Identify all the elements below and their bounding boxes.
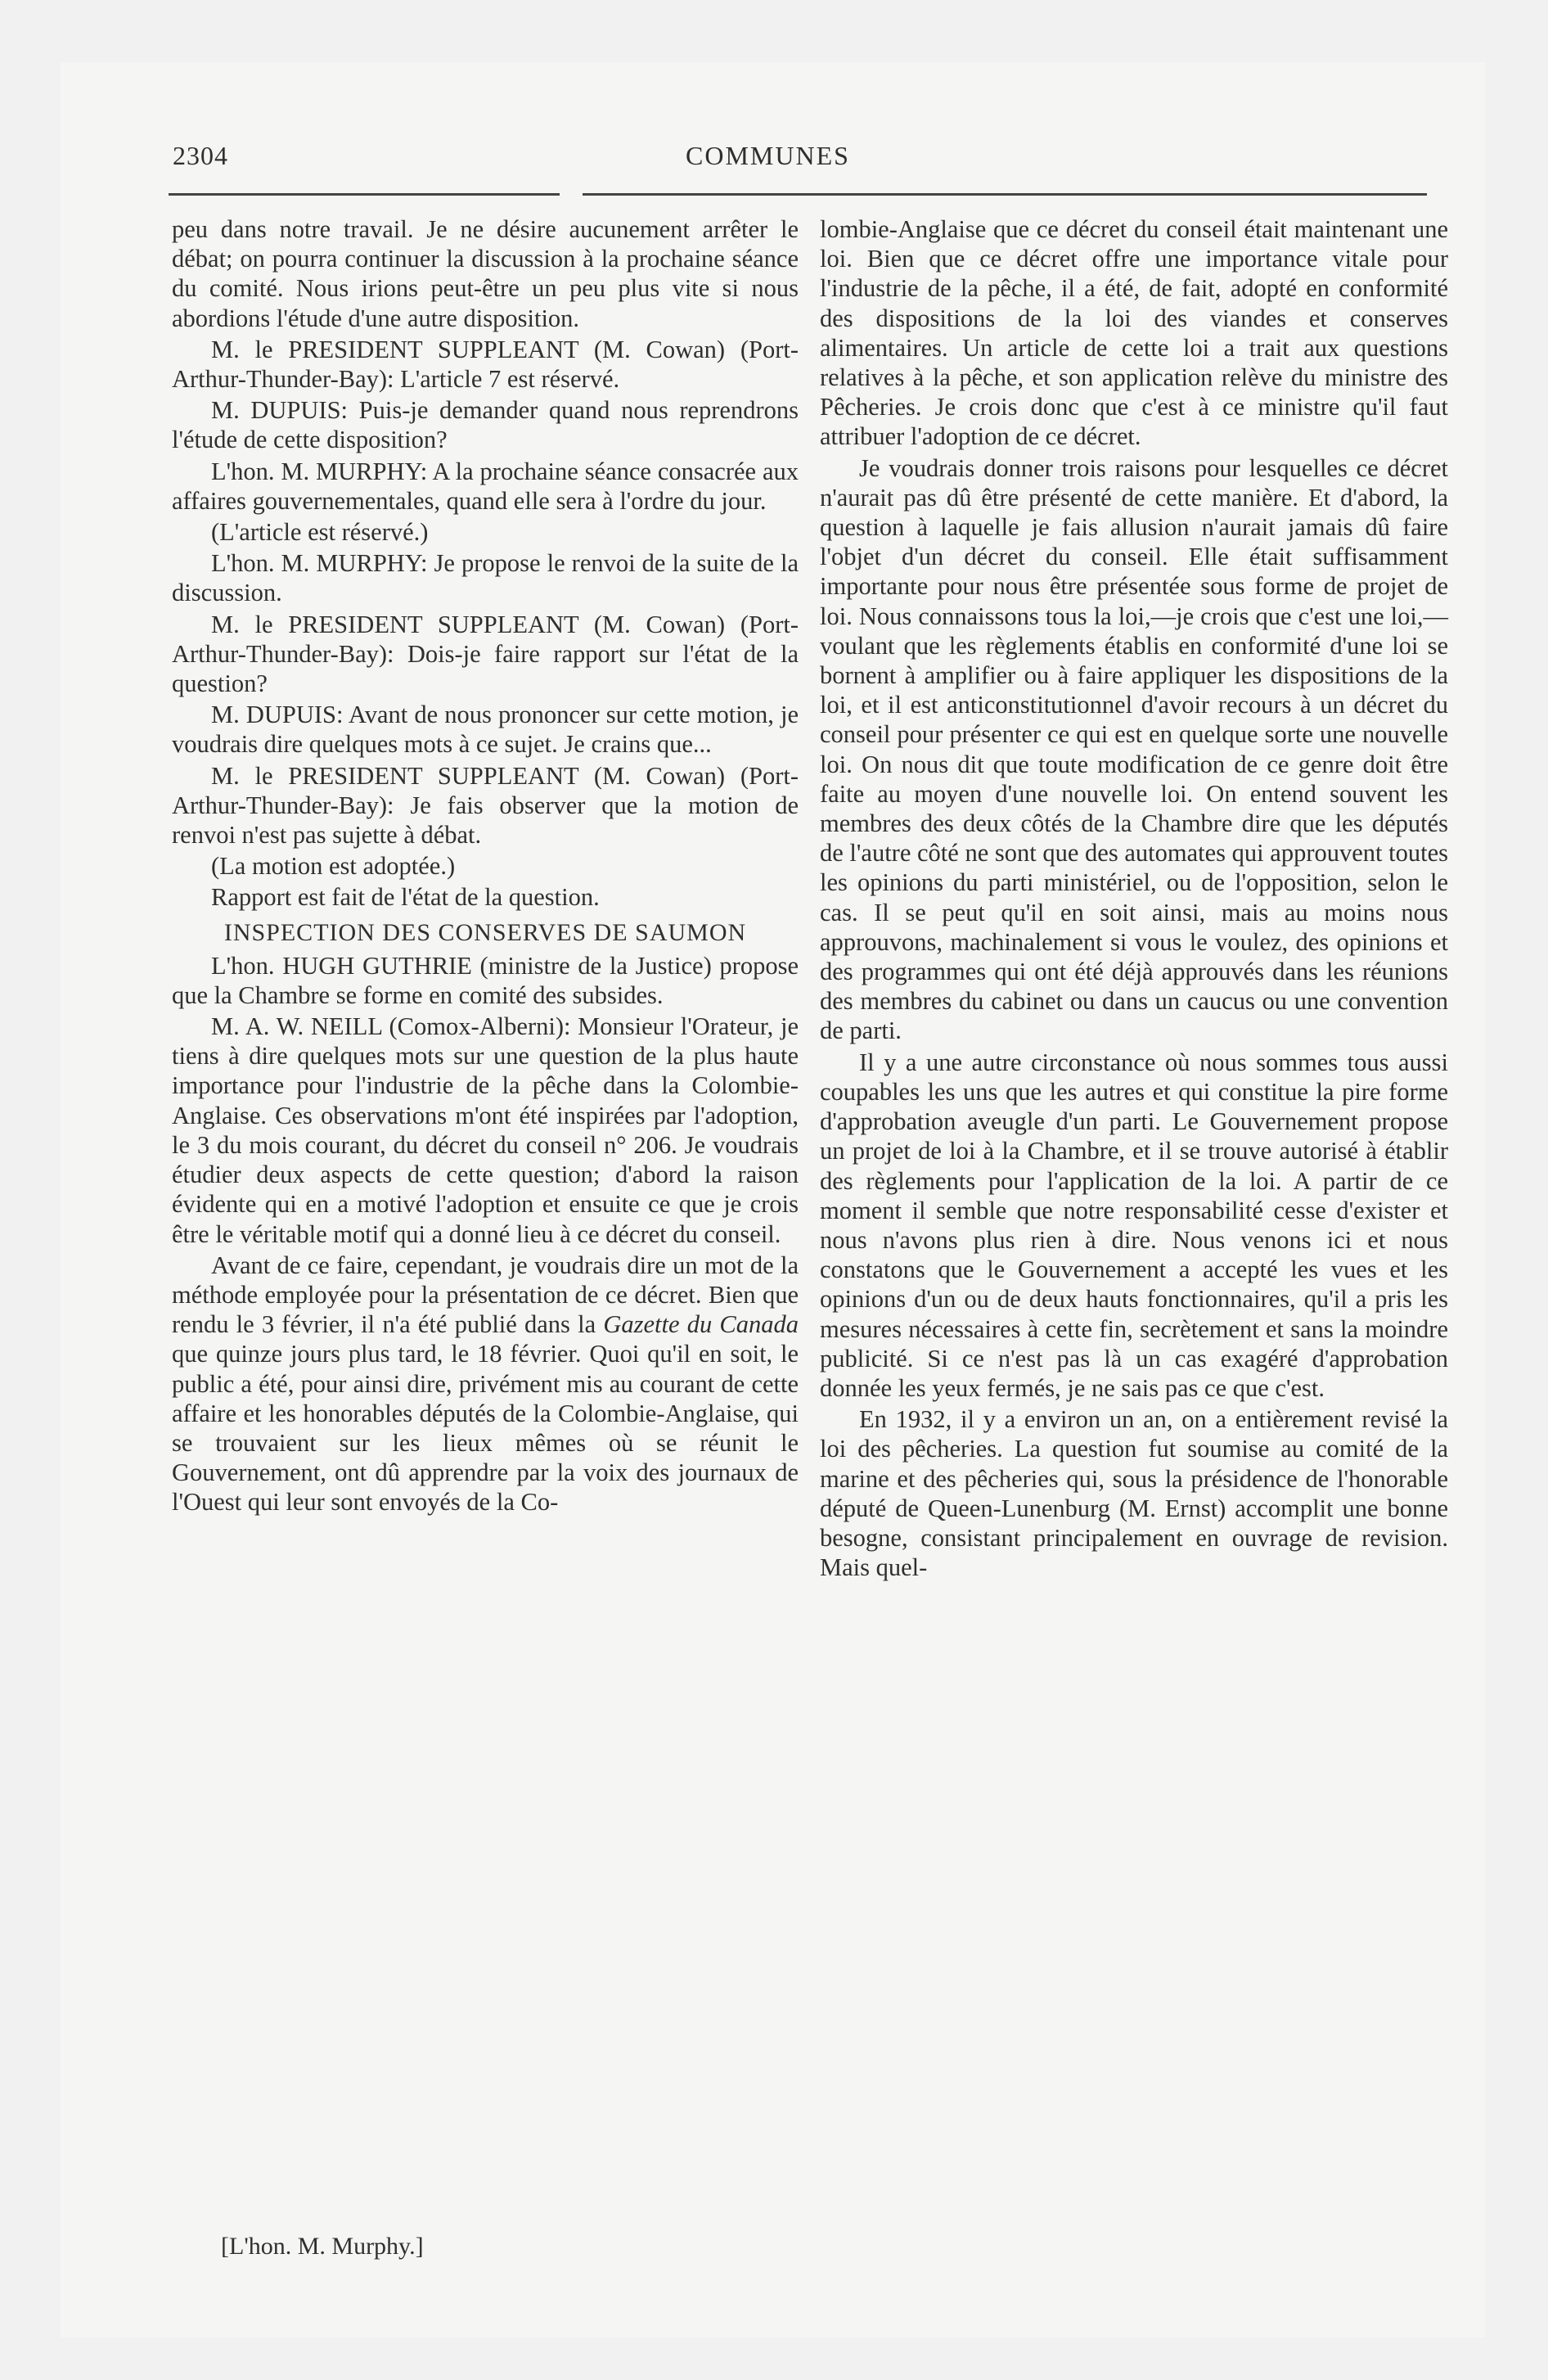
right-column (820, 214, 1448, 1584)
paragraph: (La motion est adoptée.) (211, 852, 456, 881)
paragraph: L'hon. HUGH GUTHRIE (ministre de la Justice) propose que la Chambre se forme en comité des subsides. (172, 951, 799, 1009)
paragraph (172, 1251, 799, 1517)
paragraph: M. DUPUIS: Puis-je demander quand nous reprendrons l'étude de cette disposition? (172, 396, 799, 454)
paragraph: (L'article est réservé.) (211, 518, 429, 547)
italic-publication-title: Gazette du Canada (603, 1310, 799, 1339)
paragraph: L'hon. M. MURPHY: Je propose le renvoi de la suite de la discussion. (172, 549, 799, 607)
paragraph: M. le PRESIDENT SUPPLEANT (M. Cowan) (Port-Arthur-Thunder-Bay): Je fais observer que la motion de renvoi n'est pas sujette à débat. (172, 761, 799, 850)
text-run: Avant de ce faire, cependant, je voudrais dire un mot de la méthode employée pour la présentation de ce décret. Bien que rendu le 3 février, il n'a été publié dans la (172, 1251, 799, 1339)
paragraph: M. A. W. NEILL (Comox-Alberni): Monsieur l'Orateur, je tiens à dire quelques mots sur une question de la plus haute importance pour l'industrie de la pêche dans la Colombie-Anglaise. Ces observations m'ont été inspirées par l'adoption, le 3 du mois courant, du décret du conseil n° 206. Je voudrais étudier deux aspects de cette question; d'abord la raison évidente qui en a motivé l'adoption et ensuite ce que je crois être le véritable motif qui a donné lieu à ce décret du conseil. (172, 1012, 799, 1248)
paragraph: peu dans notre travail. Je ne désire aucunement arrêter le débat; on pourra continuer la discussion à la prochaine séance du comité. Nous irions peut-être un peu plus vite si nous abordions l'étude d'une autre disposition. (172, 215, 799, 332)
page-number: 2304 (173, 141, 228, 170)
paragraph: L'hon. M. MURPHY: A la prochaine séance consacrée aux affaires gouvernementales, quand elle sera à l'ordre du jour. (172, 457, 799, 515)
header-rule-left (169, 193, 560, 196)
section-heading: INSPECTION DES CONSERVES DE SAUMON (223, 918, 747, 946)
paragraph: M. le PRESIDENT SUPPLEANT (M. Cowan) (Port-Arthur-Thunder-Bay): Dois-je faire rapport sur l'état de la question? (172, 610, 799, 698)
running-head-title: COMMUNES (686, 141, 850, 170)
paragraph: En 1932, il y a environ un an, on a entièrement revisé la loi des pêcheries. La question fut soumise au comité de la marine et des pêcheries qui, sous la présidence de l'honorable député de Queen-Lunenburg (M. Ernst) accomplit une bonne besogne, consistant principalement en ouvrage de revision. Mais quel- (820, 1405, 1448, 1582)
paragraph: Il y a une autre circonstance où nous sommes tous aussi coupables les uns que les autres et qui constitue la pire forme d'approbation aveugle d'un parti. Le Gouvernement propose un projet de loi à la Chambre, et il se trouve autorisé à établir des règlements pour l'application de la loi. A partir de ce moment il semble que notre responsabilité cesse d'exister et nous n'avons plus rien à dire. Nous venons ici et nous constatons que le Gouvernement a accepté les vues et les opinions d'un ou de deux hauts fonctionnaires, qu'il a pris les mesures nécessaires à cette fin, secrètement et sans la moindre publicité. Si ce n'est pas là un cas exagéré d'approbation donnée les yeux fermés, je ne sais pas ce que c'est. (820, 1048, 1448, 1402)
header-rule-right (583, 193, 1427, 196)
paragraph: Rapport est fait de l'état de la question. (211, 883, 600, 912)
paragraph: M. le PRESIDENT SUPPLEANT (M. Cowan) (Port-Arthur-Thunder-Bay): L'article 7 est réservé. (172, 335, 799, 394)
paragraph: lombie-Anglaise que ce décret du conseil était maintenant une loi. Bien que ce décret offre une importance vitale pour l'industrie de la pêche, il a été, de fait, adopté en conformité des dispositions de la loi des viandes et conserves alimentaires. Un article de cette loi a trait aux questions relatives à la pêche, et son application relève du ministre des Pêcheries. Je crois donc que c'est à ce ministre qu'il faut attribuer l'adoption de ce décret. (820, 215, 1448, 451)
paragraph: M. DUPUIS: Avant de nous prononcer sur cette motion, je voudrais dire quelques mots à ce sujet. Je crains que... (172, 701, 799, 759)
footer-signature: [L'hon. M. Murphy.] (221, 2233, 424, 2260)
text-run: que quinze jours plus tard, le 18 février. Quoi qu'il en soit, le public a été, pour ainsi dire, privément mis au courant de cette affaire et les honorables députés de la Colombie-Anglaise, qui se trouvaient sur les lieux mêmes où se réunit le Gouvernement, ont dû apprendre par la voix des journaux de l'Ouest qui leur sont envoyés de la Co- (172, 1340, 799, 1517)
left-column (172, 214, 799, 1519)
paragraph: Je voudrais donner trois raisons pour lesquelles ce décret n'aurait pas dû être présenté de cette manière. Et d'abord, la question à laquelle je fais allusion n'aurait jamais dû faire l'objet d'un décret du conseil. Elle était suffisamment importante pour nous être présentée sous forme de projet de loi. Nous connaissons tous la loi,—je crois que c'est une loi,—voulant que les règlements établis en conformité d'une loi se bornent à amplifier ou à faire appliquer les dispositions de la loi, et il est anticonstitutionnel d'avoir recours à un décret du conseil pour présenter ce qui est en quelque sorte une nouvelle loi. On nous dit que toute modification de ce genre doit être faite au moyen d'une nouvelle loi. On entend souvent les membres des deux côtés de la Chambre dire que les députés de l'autre côté ne sont que des automates qui approuvent toutes les opinions du parti ministériel, ou de l'opposition, selon le cas. Il se peut qu'il en soit ainsi, mais au moins nous approuvons, machinalement si vous le voulez, des opinions et des programmes qui ont été déjà approuvés dans les réunions des membres du cabinet ou dans un caucus ou une convention de parti. (820, 453, 1448, 1045)
